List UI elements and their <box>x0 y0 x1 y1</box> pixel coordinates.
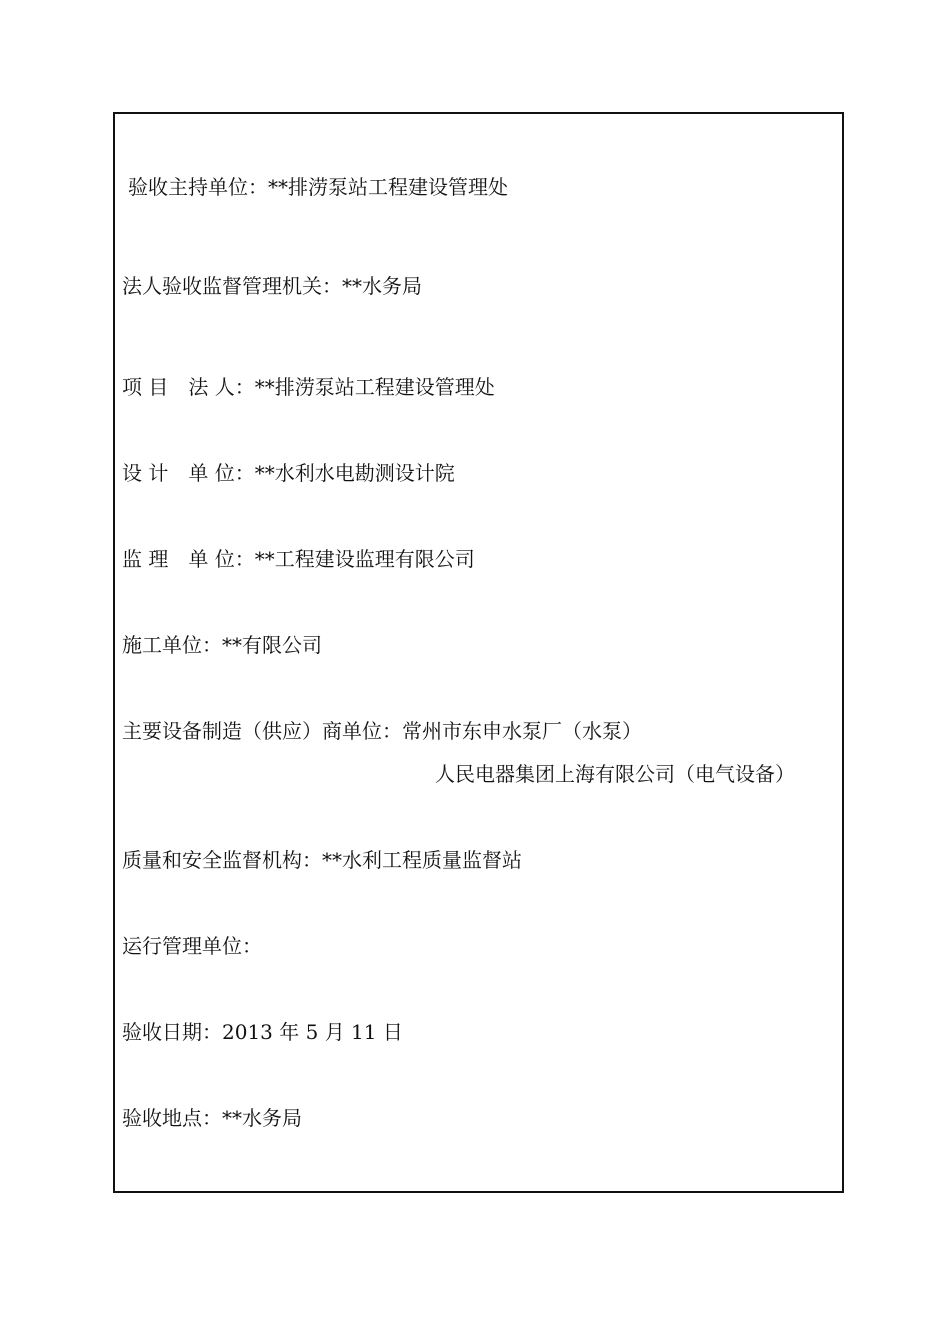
equipment-supplier-line-1: 主要设备制造（供应）商单位：常州市东申水泵厂（水泵） <box>122 719 642 743</box>
project-legal-person-line: 项 目 法 人：**排涝泵站工程建设管理处 <box>122 375 495 399</box>
equipment-supplier-line-2: 人民电器集团上海有限公司（电气设备） <box>435 762 795 786</box>
design-unit-line: 设 计 单 位：**水利水电勘测设计院 <box>122 461 455 485</box>
construction-unit-line: 施工单位：**有限公司 <box>122 633 322 657</box>
operation-unit-line: 运行管理单位： <box>122 934 262 958</box>
quality-safety-agency-line: 质量和安全监督机构：**水利工程质量监督站 <box>122 848 522 872</box>
supervising-authority-line: 法人验收监督管理机关：**水务局 <box>122 274 422 298</box>
acceptance-date-line: 验收日期：2013 年 5 月 11 日 <box>122 1020 403 1044</box>
supervision-unit-line: 监 理 单 位：**工程建设监理有限公司 <box>122 547 475 571</box>
host-unit-line: 验收主持单位：**排涝泵站工程建设管理处 <box>128 175 508 199</box>
acceptance-location-line: 验收地点：**水务局 <box>122 1106 302 1130</box>
